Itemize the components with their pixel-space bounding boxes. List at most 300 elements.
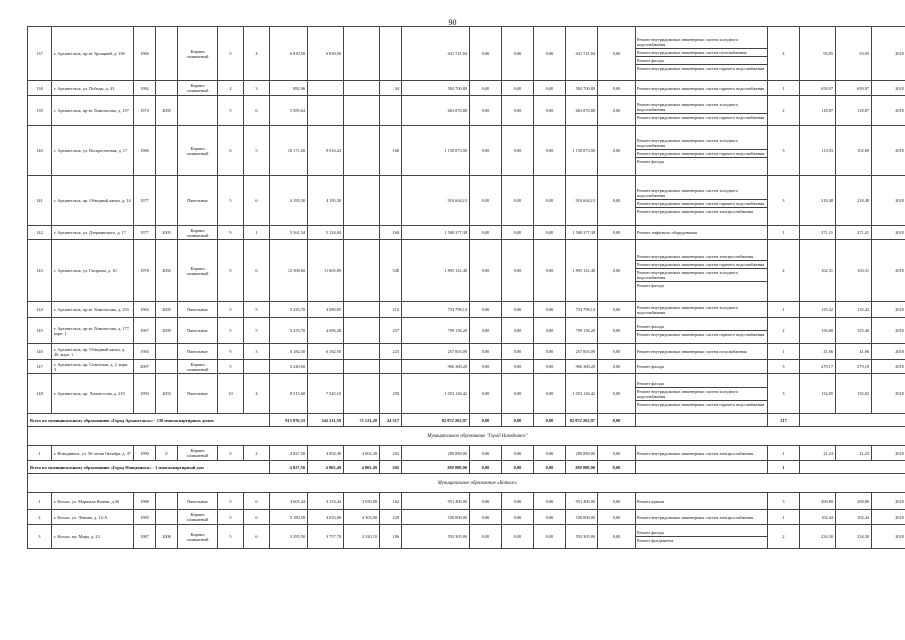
entrances-cell: 6: [244, 525, 270, 549]
total-area-cell: 4 827,50: [270, 446, 308, 461]
cost-cell: 0,00: [470, 318, 502, 344]
cost-cell: 0,00: [598, 493, 636, 510]
unit-cost-cell: 93,95: [800, 27, 836, 81]
wall-material-cell: Кирпич силикатный: [178, 27, 218, 81]
work-item: Ремонт фасада: [636, 323, 767, 331]
work-item: Ремонт внутридомовых инженерных систем электроснабжения: [636, 253, 767, 261]
entrances-cell: 6: [244, 176, 270, 226]
total-area-cell: 5 255,70: [270, 318, 308, 344]
total-cost-cell: 0,00: [502, 461, 534, 474]
section-title: Муниципальное образование "Город Новодвинск": [28, 427, 905, 446]
living-area-cell: 3 050,00: [344, 493, 380, 510]
table-row: [28, 360, 905, 374]
table-row: [28, 226, 905, 240]
work-item: Ремонт внутридомовых инженерных систем горячего водоснабжения: [636, 261, 767, 269]
row-number: 141: [28, 176, 52, 226]
floors-cell: 5: [218, 493, 244, 510]
empty-cell: [636, 414, 768, 427]
cost-cell: 0,00: [534, 374, 566, 414]
repair-year-cell: 2008: [156, 525, 178, 549]
total-area-cell: 8 515,60: [270, 374, 308, 414]
table-row: [28, 240, 905, 302]
work-item: Ремонт внутридомовых инженерных систем электроснабжения: [637, 208, 754, 214]
total-area-cell: 542 211,59: [308, 414, 344, 427]
repair-year-cell: 2009: [156, 318, 178, 344]
cost-cell: 0,00: [502, 360, 534, 374]
year-cell: 2018: [872, 360, 905, 374]
residents-cell: 168: [380, 126, 402, 176]
cost-total-cell: 582 700,80: [402, 81, 470, 96]
work-item: Ремонт внутридомовых инженерных систем горячего водоснабжения: [637, 401, 765, 407]
works-cell: [636, 446, 768, 461]
residents-cell: 186: [380, 525, 402, 549]
limit-cost-cell: 41,66: [836, 344, 872, 360]
address-cell: г. Архангельск, пр. Обводный канал, д. 40, корп. 1: [52, 344, 134, 360]
limit-cost-cell: 135,42: [836, 302, 872, 318]
cost-cell: 0,00: [470, 446, 502, 461]
works-cell: [636, 27, 768, 81]
build-year-cell: 1977: [134, 176, 156, 226]
unit-cost-cell: 162,31: [800, 240, 836, 302]
entrances-cell: [244, 360, 270, 374]
build-year-cell: 1974: [134, 96, 156, 126]
row-number: 144: [28, 302, 52, 318]
section-title: Муниципальное образование «Котлас»: [28, 474, 905, 493]
living-area-cell: [344, 81, 380, 96]
table-row: [28, 318, 905, 344]
entrances-cell: 5: [244, 302, 270, 318]
cost-total-cell: 641 741,84: [402, 27, 470, 81]
unit-cost-cell: 156,80: [800, 318, 836, 344]
section-header-row: [28, 427, 905, 446]
unit-cost-cell: 234,30: [800, 525, 836, 549]
works-cell: [636, 302, 768, 318]
unit-cost-cell: 218,48: [800, 176, 836, 226]
living-area-cell: [344, 226, 380, 240]
work-item: Ремонт внутридомовых инженерных систем холодного водоснабжения: [637, 304, 739, 315]
unit-cost-cell: 118,87: [800, 96, 836, 126]
works-count-cell: 4: [768, 27, 800, 81]
cost-cell: 0,00: [598, 525, 636, 549]
cost-cell: 0,00: [502, 81, 534, 96]
work-item: Ремонт внутридомовых инженерных систем горячего водоснабжения: [637, 65, 765, 71]
table-row: [28, 525, 905, 549]
floors-cell: 5: [218, 360, 244, 374]
works-count-cell: 4: [768, 240, 800, 302]
empty-cell: [800, 414, 905, 427]
cost-cell: 0,00: [470, 226, 502, 240]
living-area-cell: 3 320,10: [344, 525, 380, 549]
total-area-cell: 5 180,58: [270, 510, 308, 525]
cost-cell: 0,00: [534, 446, 566, 461]
total-area-cell: 3 240,60: [270, 360, 308, 374]
work-item: Ремонт внутридомовых инженерных систем холодного водоснабжения: [636, 101, 767, 114]
address-cell: г. Архангельск, ул. Воскресенская, д. 17: [52, 126, 134, 176]
limit-cost-cell: 234,30: [836, 525, 872, 549]
works-cell: [636, 344, 768, 360]
work-item: Ремонт фасада: [636, 529, 767, 537]
cost-cell: 0,00: [502, 27, 534, 81]
cost-cell: 0,00: [598, 302, 636, 318]
entrances-cell: 6: [244, 96, 270, 126]
table-row: [28, 510, 905, 525]
cost-cell: 0,00: [502, 96, 534, 126]
year-cell: 2018: [872, 318, 905, 344]
cost-cell: 0,00: [598, 176, 636, 226]
residents-cell: [380, 360, 402, 374]
cost-cell: 0,00: [470, 493, 502, 510]
entrances-cell: 6: [244, 510, 270, 525]
total-cost-cell: 0,00: [534, 414, 566, 427]
cost-cell: 0,00: [598, 27, 636, 81]
living-area-cell: [344, 302, 380, 318]
build-year-cell: 2007: [134, 360, 156, 374]
address-cell: г. Котлас, ул. Маршала Конева, д.56: [52, 493, 134, 510]
address-cell: г. Архангельск, ул. Гагарина, д. 10: [52, 240, 134, 302]
works-cell: [636, 226, 768, 240]
wall-material-cell: Кирпич силикатный: [178, 510, 218, 525]
page-number: 90: [448, 18, 457, 27]
cost-owners-cell: 641 741,84: [566, 27, 598, 81]
residents-cell: 162: [380, 493, 402, 510]
total-cost-cell: 82 872 262,97: [566, 414, 598, 427]
table-row: [28, 344, 905, 360]
cost-cell: 0,00: [470, 126, 502, 176]
floors-cell: 5: [218, 302, 244, 318]
works-cell: [636, 318, 768, 344]
living-area-cell: 4 303,00: [344, 510, 380, 525]
year-cell: 2018: [872, 226, 905, 240]
area-cell: 7 545,10: [308, 374, 344, 414]
wall-material-cell: Панельные: [178, 176, 218, 226]
total-residents-cell: 202: [380, 461, 402, 474]
total-area-cell: 12 308,60: [270, 240, 308, 302]
area-cell: [308, 360, 344, 374]
cost-total-cell: 289 880,00: [402, 446, 470, 461]
total-cost-cell: 0,00: [598, 414, 636, 427]
cost-cell: 0,00: [534, 240, 566, 302]
build-year-cell: 1977: [134, 226, 156, 240]
row-number: 138: [28, 81, 52, 96]
cost-cell: 0,00: [598, 81, 636, 96]
area-cell: 4 002,49: [308, 446, 344, 461]
repair-year-cell: 2002: [156, 240, 178, 302]
work-item: Ремонт внутридомовых инженерных систем горячего водоснабжения: [636, 150, 767, 158]
cost-cell: 0,00: [534, 126, 566, 176]
year-cell: 2018: [872, 374, 905, 414]
cost-cell: 0,00: [534, 493, 566, 510]
limit-cost-cell: 102,44: [836, 510, 872, 525]
table-row: [28, 302, 905, 318]
works-count-cell: 3: [768, 360, 800, 374]
entrances-cell: 5: [244, 318, 270, 344]
residents-cell: [380, 176, 402, 226]
total-cost-cell: 0,00: [534, 461, 566, 474]
cost-cell: 0,00: [470, 374, 502, 414]
work-item: Ремонт фасада: [637, 282, 665, 288]
works-cell: [636, 525, 768, 549]
cost-cell: 0,00: [502, 446, 534, 461]
total-area-cell: 71 121,20: [344, 414, 380, 427]
row-number: 142: [28, 226, 52, 240]
total-cost-cell: 289 880,00: [566, 461, 598, 474]
works-count-cell: 1: [768, 446, 800, 461]
total-area-cell: 915 076,33: [270, 414, 308, 427]
living-area-cell: [344, 176, 380, 226]
total-cost-cell: 82 872 262,97: [402, 414, 470, 427]
address-cell: г. Архангельск, пр-кт Троицкий, д. 158: [52, 27, 134, 81]
works-count-cell: 1: [768, 510, 800, 525]
living-area-cell: [344, 96, 380, 126]
works-cell: [636, 493, 768, 510]
floors-cell: 10: [218, 374, 244, 414]
unit-cost-cell: 113,93: [800, 126, 836, 176]
repair-year-cell: 2003: [156, 374, 178, 414]
works-count-cell: 3: [768, 493, 800, 510]
cost-cell: 0,00: [534, 360, 566, 374]
cost-cell: 0,00: [502, 525, 534, 549]
row-number: 1: [28, 446, 52, 461]
table-row: [28, 27, 905, 81]
works-count-cell: 1: [768, 226, 800, 240]
wall-material-cell: Кирпич силикатный: [178, 126, 218, 176]
cost-cell: 0,00: [502, 344, 534, 360]
work-item: Ремонт внутридомовых инженерных систем электроснабжения: [637, 514, 754, 520]
total-area-cell: 3 295,50: [270, 525, 308, 549]
year-cell: 2018: [872, 176, 905, 226]
address-cell: г. Архангельск, пр-кт Ломоносова, д. 255: [52, 302, 134, 318]
repair-year-cell: 2005: [156, 96, 178, 126]
cost-owners-cell: 530 000,00: [566, 510, 598, 525]
year-cell: 2018: [872, 27, 905, 81]
cost-owners-cell: 555 305,00: [566, 525, 598, 549]
build-year-cell: 1965: [134, 302, 156, 318]
limit-cost-cell: 279,18: [836, 360, 872, 374]
wall-material-cell: Кирпич силикатный: [178, 525, 218, 549]
works-count-cell: 1: [768, 344, 800, 360]
row-number: 140: [28, 126, 52, 176]
year-cell: 2018: [872, 81, 905, 96]
work-item: Ремонт фундамента: [637, 538, 674, 543]
residents-cell: 202: [380, 446, 402, 461]
cost-cell: 0,00: [534, 176, 566, 226]
works-cell: [636, 126, 768, 176]
section-header-row: [28, 474, 905, 493]
entrances-cell: 5: [244, 126, 270, 176]
cost-cell: 0,00: [534, 318, 566, 344]
cost-cell: 0,00: [598, 360, 636, 374]
cost-cell: 0,00: [502, 374, 534, 414]
entrances-cell: 3: [244, 344, 270, 360]
cost-total-cell: 906 360,20: [402, 360, 470, 374]
works-count-cell: 2: [768, 318, 800, 344]
total-area-cell: 5 335,70: [270, 302, 308, 318]
unit-cost-cell: 21,24: [800, 446, 836, 461]
floors-cell: 9: [218, 446, 244, 461]
total-area-cell: 5 561,54: [270, 226, 308, 240]
cost-cell: 0,00: [534, 96, 566, 126]
address-cell: г. Архангельск, пр-кт Ломоносова, д. 177, корп. 1: [52, 318, 134, 344]
address-cell: г. Котлас, ул. Ленина, д. 12-А: [52, 510, 134, 525]
works-count-cell: 1: [768, 81, 800, 96]
table-row: [28, 126, 905, 176]
area-cell: 6 830,50: [308, 27, 344, 81]
cost-total-cell: 663 870,80: [402, 96, 470, 126]
works-cell: [636, 374, 768, 414]
cost-owners-cell: 1 158 873,00: [566, 126, 598, 176]
total-label: Всего по муниципальному образованию «Город Новодвинск» - 1 многоквартирный дом: [28, 461, 270, 474]
area-cell: 3 153,44: [308, 493, 344, 510]
row-number: 146: [28, 344, 52, 360]
floors-cell: 5: [218, 510, 244, 525]
cost-cell: 0,00: [598, 240, 636, 302]
cost-owners-cell: 663 870,80: [566, 96, 598, 126]
cost-cell: 0,00: [598, 374, 636, 414]
total-area-cell: 3 605,44: [270, 493, 308, 510]
entrances-cell: 6: [244, 240, 270, 302]
limit-cost-cell: 155,40: [836, 318, 872, 344]
build-year-cell: 1985: [134, 510, 156, 525]
total-area-cell: 4 195,30: [270, 176, 308, 226]
total-area-cell: 4 002,49: [308, 461, 344, 474]
floors-cell: 5: [218, 27, 244, 81]
total-label: Всего по муниципальному образованию «Город Архангельск» - 138 многоквартирных домов: [28, 414, 270, 427]
works-count-cell: 2: [768, 525, 800, 549]
total-row: [28, 461, 905, 474]
wall-material-cell: [178, 96, 218, 126]
residents-cell: 548: [380, 240, 402, 302]
cost-cell: 0,00: [534, 525, 566, 549]
total-area-cell: 6 182,50: [270, 344, 308, 360]
row-number: 3: [28, 525, 52, 549]
year-cell: 2018: [872, 344, 905, 360]
work-item: Ремонт внутридомовых инженерных систем газоснабжения: [637, 349, 747, 354]
area-cell: 4 080,85: [308, 302, 344, 318]
cost-owners-cell: 916 604,15: [566, 176, 598, 226]
year-cell: 2018: [872, 510, 905, 525]
cost-cell: 0,00: [598, 344, 636, 360]
empty-cell: [800, 461, 905, 474]
work-item: Ремонт внутридомовых инженерных систем горячего водоснабжения: [637, 332, 765, 337]
repair-year-cell: 2005: [156, 302, 178, 318]
row-number: 139: [28, 96, 52, 126]
residents-cell: 223: [380, 344, 402, 360]
wall-material-cell: Панельные: [178, 374, 218, 414]
entrances-cell: 2: [244, 446, 270, 461]
work-item: Ремонт фасада: [636, 380, 767, 388]
works-cell: [636, 81, 768, 96]
work-item: Ремонт внутридомовых инженерных систем горячего водоснабжения: [636, 200, 767, 208]
address-cell: г. Архангельск, ул. Дзержинского, д. 17: [52, 226, 134, 240]
floors-cell: 5: [218, 525, 244, 549]
unit-cost-cell: 41,66: [800, 344, 836, 360]
row-number: 2: [28, 510, 52, 525]
cost-cell: 0,00: [502, 240, 534, 302]
total-area-cell: 10 171,60: [270, 126, 308, 176]
table-row: [28, 493, 905, 510]
living-area-cell: [344, 318, 380, 344]
residents-cell: 210: [380, 302, 402, 318]
cost-total-cell: 733 798,14: [402, 302, 470, 318]
area-cell: 4 633,68: [308, 510, 344, 525]
cost-total-cell: 799 156,20: [402, 318, 470, 344]
cost-cell: 0,00: [502, 176, 534, 226]
area-cell: [308, 96, 344, 126]
row-number: 147: [28, 360, 52, 374]
cost-owners-cell: 906 360,20: [566, 360, 598, 374]
address-cell: г. Новодвинск, ул. 50-летия Октября, д. 47: [52, 446, 134, 461]
work-item: Ремонт внутридомовых инженерных систем электроснабжения: [637, 450, 754, 456]
residents-cell: 257: [380, 318, 402, 344]
work-item: Ремонт лифтового оборудования: [637, 230, 697, 235]
wall-material-cell: Кирпич силикатный: [178, 240, 218, 302]
total-cost-cell: 0,00: [598, 461, 636, 474]
total-cost-cell: 289 880,00: [402, 461, 470, 474]
residents-cell: 34: [380, 81, 402, 96]
cost-cell: 0,00: [470, 302, 502, 318]
work-item: Ремонт внутридомовых инженерных систем горячего водоснабжения: [637, 114, 765, 120]
wall-material-cell: Панельные: [178, 318, 218, 344]
cost-owners-cell: 1 053 136,42: [566, 374, 598, 414]
cost-owners-cell: 289 880,00: [566, 446, 598, 461]
repair-year-cell: [156, 176, 178, 226]
address-cell: г. Архангельск, пр. Обводный канал, д. 14: [52, 176, 134, 226]
cost-owners-cell: 582 700,80: [566, 81, 598, 96]
limit-cost-cell: 218,48: [836, 176, 872, 226]
cost-cell: 0,00: [598, 96, 636, 126]
row-number: 137: [28, 27, 52, 81]
floors-cell: 5: [218, 318, 244, 344]
residents-cell: 168: [380, 226, 402, 240]
cost-total-cell: 1 053 136,42: [402, 374, 470, 414]
total-cost-cell: 0,00: [470, 414, 502, 427]
cost-total-cell: 257 603,09: [402, 344, 470, 360]
entrances-cell: 4: [244, 374, 270, 414]
work-item: Ремонт фасада: [637, 158, 665, 164]
area-cell: 9 016,24: [308, 126, 344, 176]
area-cell: [308, 81, 344, 96]
total-residents-cell: 24 317: [380, 414, 402, 427]
unit-cost-cell: 659,97: [800, 81, 836, 96]
cost-cell: 0,00: [502, 318, 534, 344]
empty-cell: [636, 461, 768, 474]
area-cell: 4 195,30: [308, 176, 344, 226]
wall-material-cell: Кирпич силикатный: [178, 81, 218, 96]
entrances-cell: 3: [244, 81, 270, 96]
area-cell: 5 124,04: [308, 226, 344, 240]
cost-owners-cell: 1 508 377,38: [566, 226, 598, 240]
table-row: [28, 96, 905, 126]
build-year-cell: 1966: [134, 27, 156, 81]
total-area-cell: 6 830,50: [270, 27, 308, 81]
unit-cost-cell: 102,44: [800, 510, 836, 525]
cost-cell: 0,00: [502, 126, 534, 176]
cost-cell: 0,00: [534, 226, 566, 240]
floors-cell: 5: [218, 96, 244, 126]
floors-cell: 9: [218, 344, 244, 360]
floors-cell: 9: [218, 240, 244, 302]
cost-cell: 0,00: [598, 126, 636, 176]
living-area-cell: [344, 126, 380, 176]
limit-cost-cell: 269,80: [836, 493, 872, 510]
limit-cost-cell: 163,31: [836, 240, 872, 302]
residents-cell: [380, 96, 402, 126]
residents-cell: 229: [380, 510, 402, 525]
cost-cell: 0,00: [470, 81, 502, 96]
repair-year-cell: [156, 81, 178, 96]
cost-cell: 0,00: [598, 226, 636, 240]
work-item: Ремонт внутридомовых инженерных систем холодного водоснабжения: [636, 187, 767, 200]
